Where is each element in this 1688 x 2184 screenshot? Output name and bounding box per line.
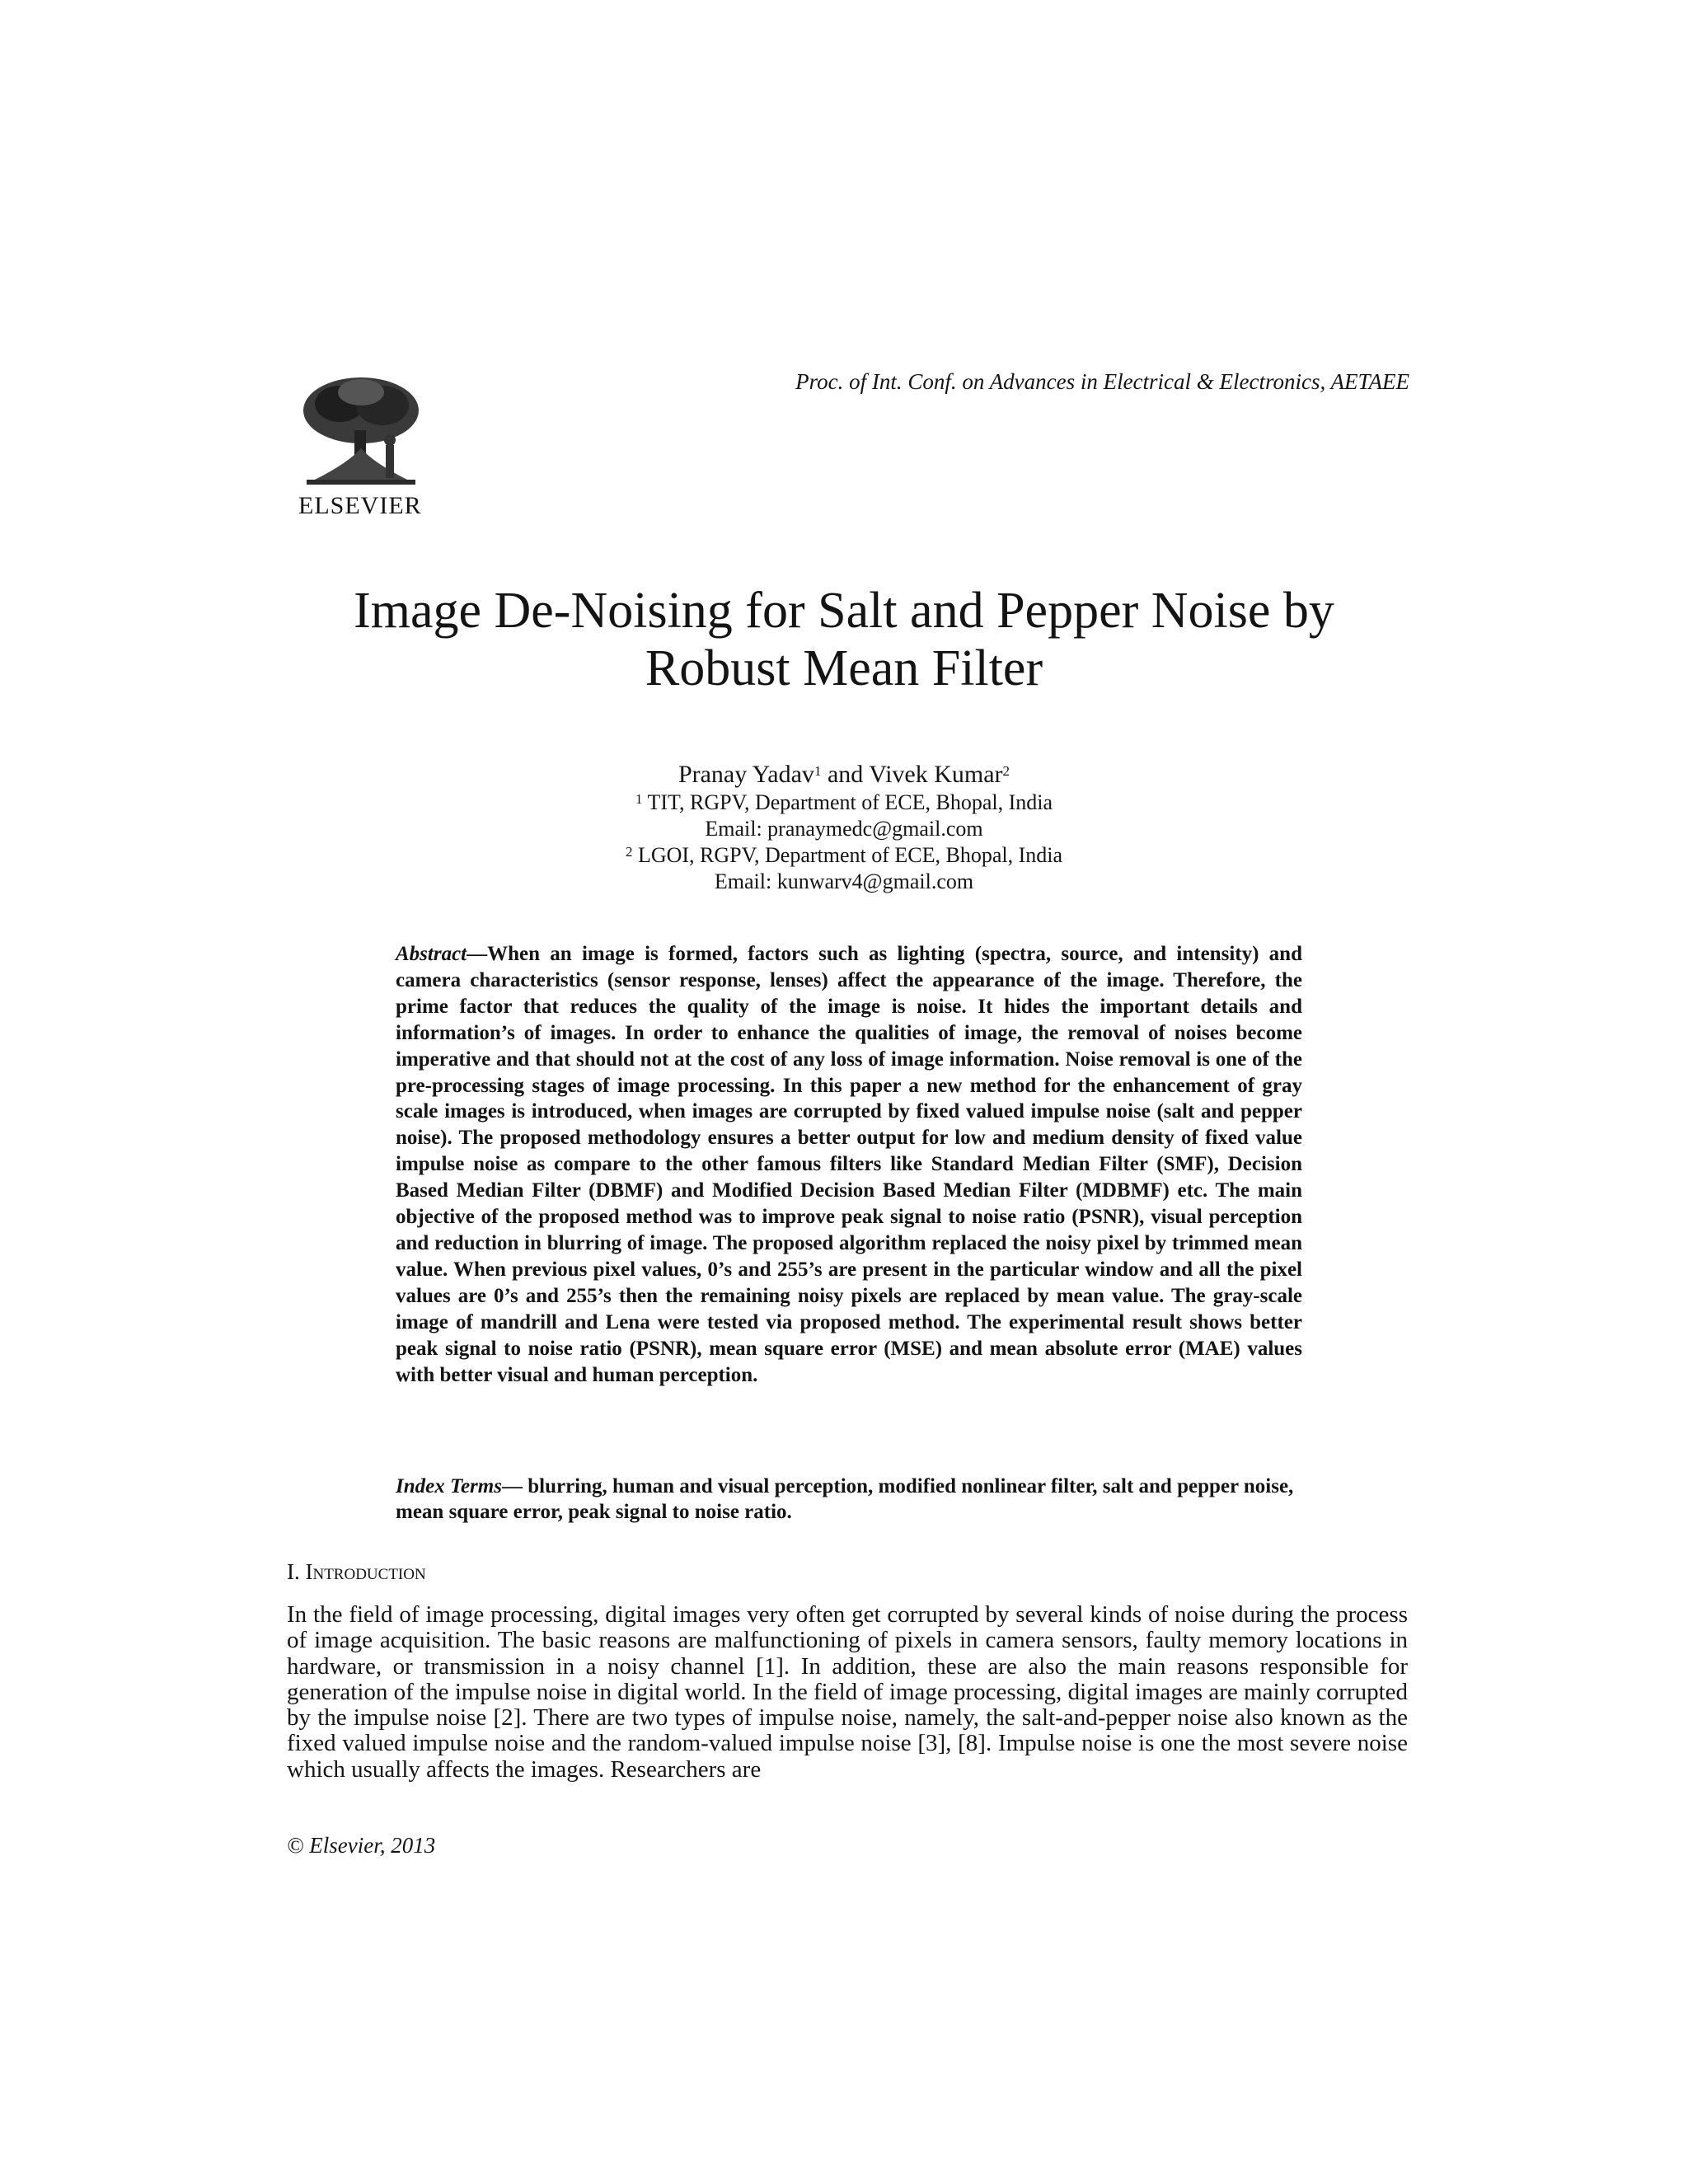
introduction-paragraph: In the field of image processing, digital images very often get corrupted by several kinds of noise during the process of image acquisition. The basic reasons are malfunctioning of pixels in camera sensors, faulty memory locations in hardware, or transmission in a noisy channel [1]. In addition, these are also the main reasons responsible for generation of the impulse noise in digital world. In the field of image processing, digital images are mainly corrupted by the impulse noise [2]. There are two types of impulse noise, namely, the salt-and-pepper noise also known as the fixed valued impulse noise and the random-valued impulse noise [3], [8]. Impulse noise is one the most severe noise which usually affects the images. Researchers are (287, 1601, 1408, 1783)
index-terms (396, 1474, 1302, 1525)
elsevier-tree-icon (298, 373, 424, 488)
affiliation-1-sup: 1 (635, 791, 643, 807)
paper-title (0, 582, 1688, 697)
affiliation-1 (0, 790, 1688, 816)
elsevier-wordmark: ELSEVIER (298, 492, 422, 519)
author-2-sup: 2 (1002, 763, 1010, 779)
section-heading-introduction (287, 1559, 426, 1585)
section-number: I. I (287, 1559, 313, 1584)
email-2: Email: kunwarv4@gmail.com (714, 869, 974, 893)
affiliation-2-sup: 2 (625, 844, 633, 860)
abstract-label: Abstract (396, 943, 467, 965)
proceedings-header: Proc. of Int. Conf. on Advances in Electrical & Electronics, AETAEE (795, 369, 1409, 394)
title-line-1: Image De-Noising for Salt and Pepper Noise by (354, 583, 1334, 639)
title-line-2: Robust Mean Filter (645, 640, 1043, 696)
affiliation-1-text: TIT, RGPV, Department of ECE, Bhopal, India (642, 790, 1053, 814)
author-1: Pranay Yadav (678, 761, 814, 788)
author-2: Vivek Kumar (869, 761, 1003, 788)
affiliation-2-text: LGOI, RGPV, Department of ECE, Bhopal, India (632, 843, 1063, 867)
affiliation-2 (0, 842, 1688, 869)
author-conj: and (821, 761, 870, 788)
copyright-footer: © Elsevier, 2013 (287, 1833, 436, 1858)
elsevier-logo (298, 373, 424, 521)
section-name: ntroduction (312, 1559, 426, 1584)
email-1: Email: pranaymedc@gmail.com (705, 817, 983, 841)
abstract (396, 941, 1302, 1388)
abstract-text: —When an image is formed, factors such as lighting (spectra, source, and intensity) and camera characteristics (sensor response, lenses) affect the appearance of the image. Therefore, the prime factor that reduces the quality of the image is noise. It hides the important details and information’s of images. In order to enhance the qualities of image, the removal of noises become imperative and that should not at the cost of any loss of image information. Noise removal is one of the pre-processing stages of image processing. In this paper a new method for the enhancement of gray scale images is introduced, when images are corrupted by fixed valued impulse noise (salt and pepper noise). The proposed methodology ensures a better output for low and medium density of fixed value impulse noise as compare to the other famous filters like Standard Median Filter (SMF), Decision Based Median Filter (DBMF) and Modified Decision Based Median Filter (MDBMF) etc. The main objective of the proposed method was to improve peak signal to noise ratio (PSNR), visual perception and reduction in blurring of image. The proposed algorithm replaced the noisy pixel by trimmed mean value. When previous pixel values, 0’s and 255’s are present in the particular window and all the pixel values are 0’s and 255’s then the remaining noisy pixels are replaced by mean value. The gray-scale image of mandrill and Lena were tested via proposed method. The experimental result shows better peak signal to noise ratio (PSNR), mean square error (MSE) and mean absolute error (MAE) values with better visual and human perception. (396, 943, 1302, 1386)
author-1-sup: 1 (814, 763, 822, 779)
author-names (0, 760, 1688, 790)
author-block (0, 760, 1688, 895)
index-terms-text: — blurring, human and visual perception, modified nonlinear filter, salt and pepper noise, mean square error, peak signal to noise ratio. (396, 1475, 1294, 1523)
index-terms-label: Index Terms (396, 1475, 502, 1497)
